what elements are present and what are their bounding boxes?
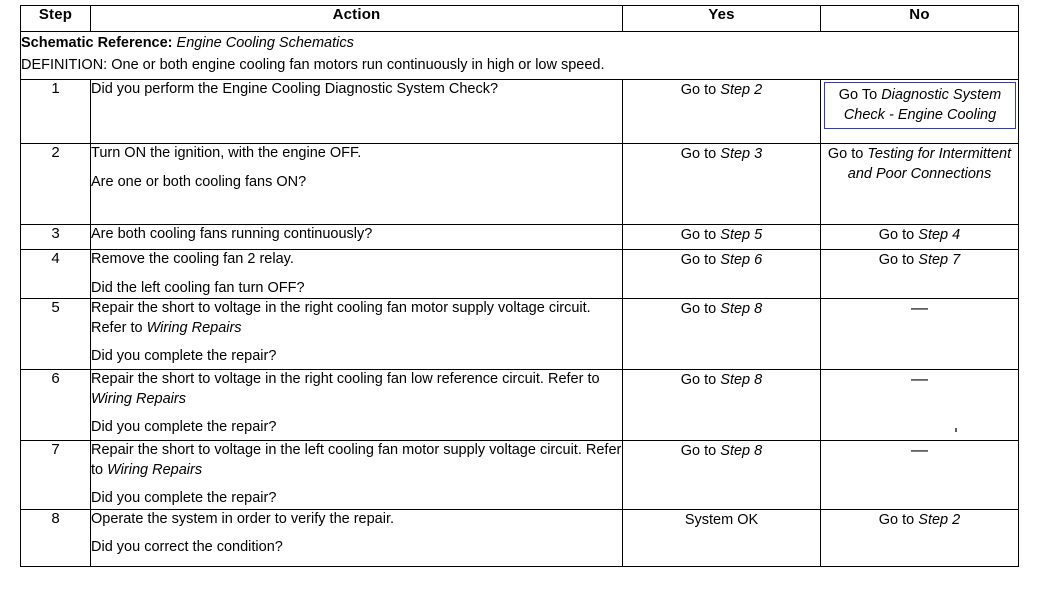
yes-italic-text: Step 8 [720, 372, 763, 388]
no-cell [821, 299, 1019, 370]
step-number: 2 [21, 144, 91, 225]
action-italic-reference: Wiring Repairs [91, 390, 186, 407]
action-line: Did you perform the Engine Cooling Diagnostic System Check? [91, 81, 499, 97]
action-line: Remove the cooling fan 2 relay. [91, 251, 294, 267]
table-row [21, 225, 1019, 250]
yes-italic-text: Step 6 [720, 252, 763, 268]
action-line: Did you correct the condition? [91, 539, 283, 555]
yes-result [623, 225, 820, 245]
yes-cell [623, 441, 821, 510]
table-row [21, 250, 1019, 299]
no-plain-text: Go To [838, 87, 882, 103]
action-line: Operate the system in order to verify the repair. [91, 510, 395, 527]
action-cell [91, 80, 623, 144]
action-line: Did the left cooling fan turn OFF? [91, 279, 305, 296]
no-plain-text: Go to [878, 227, 919, 243]
yes-result [623, 80, 820, 100]
table-row [21, 299, 1019, 370]
action-plain-text: Repair the short to voltage in the left cooling fan motor supply voltage circuit. Refer to [91, 442, 622, 478]
definition-line: DEFINITION: One or both engine cooling fan motors run continuously in high or low speed. [21, 57, 605, 73]
action-italic-reference: Wiring Repairs [146, 319, 242, 336]
table-row [21, 370, 1019, 441]
no-result [821, 144, 1018, 184]
no-plain-text: Go to [878, 252, 919, 268]
no-italic-text: Step 7 [918, 252, 961, 268]
yes-result [623, 250, 820, 270]
no-cell [821, 250, 1019, 299]
column-header-step: Step [21, 6, 91, 32]
yes-plain-text: Go to [680, 82, 721, 98]
action-cell [91, 299, 623, 370]
action-line: Did you complete the repair? [91, 348, 277, 364]
diagnostic-procedure-table [20, 5, 1019, 567]
no-italic-text: Step 4 [918, 227, 961, 243]
yes-result [623, 299, 820, 319]
no-dash-marker: — [911, 369, 928, 388]
yes-plain-text: Go to [680, 227, 721, 243]
action-line: Are one or both cooling fans ON? [91, 173, 307, 190]
scan-artifact-speck [955, 428, 957, 432]
action-cell [91, 509, 623, 566]
action-line: Did you complete the repair? [91, 490, 277, 506]
action-line: Did you complete the repair? [91, 419, 277, 435]
yes-plain-text: Go to [680, 301, 721, 317]
schematic-reference-line [21, 32, 1018, 54]
no-italic-text: Diagnostic System Check - Engine Cooling [843, 87, 1002, 123]
yes-italic-text: Step 2 [720, 82, 763, 98]
schematic-reference-label: Schematic Reference: [21, 35, 173, 51]
action-italic-reference: Wiring Repairs [107, 461, 203, 478]
step-number: 3 [21, 225, 91, 250]
action-plain-text: Repair the short to voltage in the right cooling fan low reference circuit. Refer to [91, 371, 600, 387]
no-cell [821, 144, 1019, 225]
no-dash-marker: — [911, 298, 928, 317]
schematic-reference-and-definition-cell [21, 32, 1019, 80]
yes-cell [623, 370, 821, 441]
highlighted-callout-box [824, 82, 1016, 129]
yes-cell [623, 250, 821, 299]
no-result [821, 225, 1018, 245]
yes-italic-text: Step 3 [720, 146, 763, 162]
action-line [91, 299, 622, 338]
action-line [91, 370, 622, 409]
yes-cell [623, 144, 821, 225]
action-cell [91, 370, 623, 441]
step-number: 6 [21, 370, 91, 441]
table-row [21, 441, 1019, 510]
step-number: 7 [21, 441, 91, 510]
yes-cell [623, 509, 821, 566]
yes-cell [623, 80, 821, 144]
yes-plain-text: Go to [680, 252, 721, 268]
no-cell [821, 225, 1019, 250]
no-cell [821, 80, 1019, 144]
yes-plain-text: System OK [684, 511, 759, 528]
step-number: 5 [21, 299, 91, 370]
no-plain-text: Go to [878, 511, 919, 528]
action-cell [91, 144, 623, 225]
table-row [21, 509, 1019, 566]
yes-italic-text: Step 8 [720, 443, 763, 459]
column-header-action: Action [91, 6, 623, 32]
step-number: 1 [21, 80, 91, 144]
no-cell [821, 370, 1019, 441]
action-cell [91, 250, 623, 299]
no-cell [821, 441, 1019, 510]
no-italic-text: Testing for Intermittent and Poor Connections [847, 146, 1012, 182]
schematic-reference-value: Engine Cooling Schematics [172, 35, 354, 51]
column-header-no: No [821, 6, 1019, 32]
action-cell [91, 225, 623, 250]
action-line: Are both cooling fans running continuously? [91, 226, 373, 242]
column-header-yes: Yes [623, 6, 821, 32]
yes-cell [623, 299, 821, 370]
yes-plain-text: Go to [680, 372, 721, 388]
action-line: Turn ON the ignition, with the engine OFF. [91, 145, 362, 161]
yes-plain-text: Go to [680, 146, 721, 162]
step-number: 4 [21, 250, 91, 299]
yes-result [623, 441, 820, 461]
intro-row [21, 32, 1019, 80]
yes-italic-text: Step 5 [720, 227, 763, 243]
action-plain-text: Repair the short to voltage in the right cooling fan motor supply voltage circuit. Refer to [91, 300, 591, 336]
yes-cell [623, 225, 821, 250]
table-header-row [21, 6, 1019, 32]
yes-plain-text: Go to [680, 443, 721, 459]
no-cell [821, 509, 1019, 566]
yes-result [623, 510, 820, 530]
yes-italic-text: Step 8 [720, 301, 763, 317]
no-italic-text: Step 2 [918, 511, 961, 528]
diagnostic-table-container [20, 5, 1018, 567]
table-row [21, 80, 1019, 144]
action-line [91, 441, 622, 480]
table-row [21, 144, 1019, 225]
action-cell [91, 441, 623, 510]
no-result [821, 510, 1018, 530]
yes-result [623, 370, 820, 390]
no-result [821, 250, 1018, 270]
no-dash-marker: — [911, 440, 928, 459]
yes-result [623, 144, 820, 164]
no-plain-text: Go to [827, 146, 868, 162]
step-number: 8 [21, 509, 91, 566]
